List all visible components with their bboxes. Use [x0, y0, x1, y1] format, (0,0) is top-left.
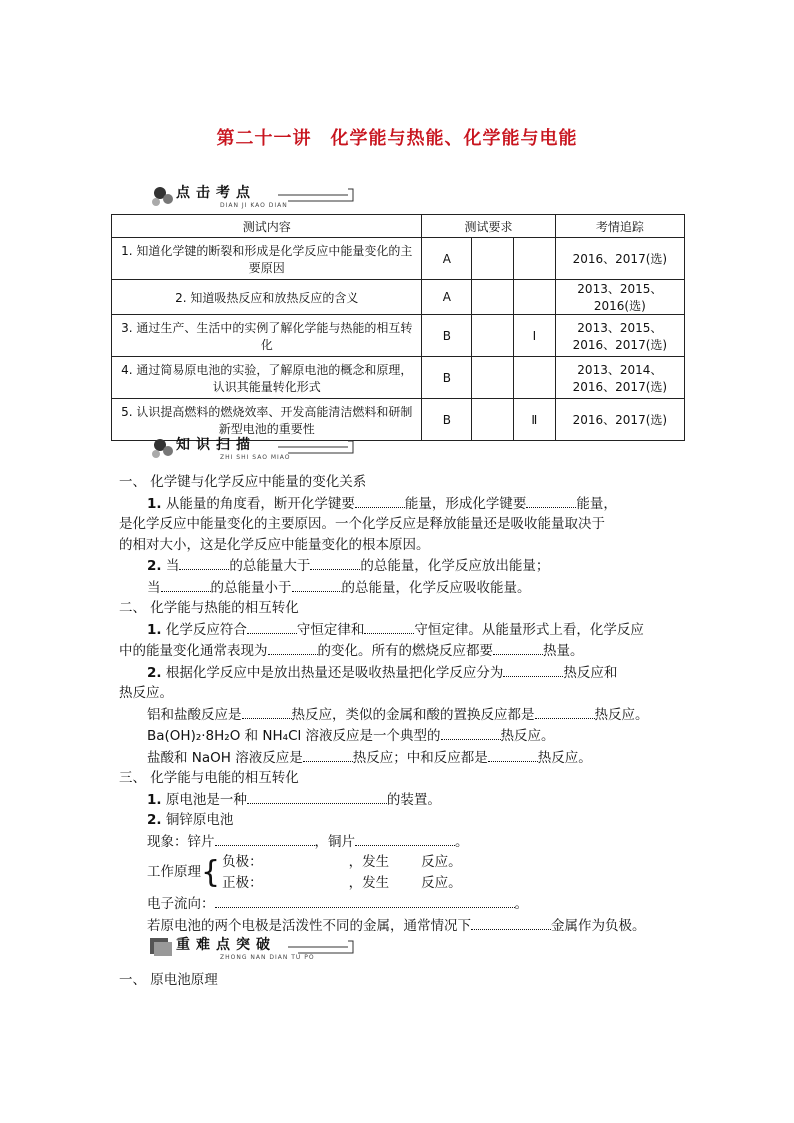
fill-blank[interactable]: [493, 640, 543, 655]
cell-level-c: [513, 280, 555, 315]
cell-level-c: Ⅰ: [513, 315, 555, 357]
item-1-cont2: 的相对大小，这是化学反应中能量变化的根本原因。: [119, 536, 430, 553]
cell-content: 2. 知道吸热反应和放热反应的含义: [112, 280, 422, 315]
item-9: 2. 铜锌原电池: [147, 812, 234, 828]
section-badge-zhishi: [148, 432, 358, 466]
item-4-cont: 热反应。: [119, 685, 173, 701]
cell-level-a: A: [422, 280, 472, 315]
section-heading-2: 二、 化学能与热能的相互转化: [119, 600, 299, 616]
item-3: 1. 化学反应符合 守恒定律和 守恒定律。从能量形式上看，化学反应: [119, 619, 685, 641]
cell-track: 2013、2015、2016(选): [555, 280, 684, 315]
fill-blank[interactable]: [247, 619, 297, 634]
cell-content: 5. 认识提高燃料的燃烧效率、开发高能清洁燃料和研制新型电池的重要性: [112, 399, 422, 441]
item-6: Ba(OH)₂·8H₂O 和 NH₄Cl 溶液反应是一个典型的 热反应。: [119, 725, 685, 747]
cell-level-b: [472, 357, 514, 399]
cell-track: 2016、2017(选): [555, 399, 684, 441]
table-row: [112, 357, 685, 399]
cell-level-a: B: [422, 357, 472, 399]
fill-blank[interactable]: [488, 747, 538, 762]
fill-blank[interactable]: [526, 493, 576, 508]
fill-blank[interactable]: [215, 831, 315, 846]
working-principle: 工作原理 { 负极： ，发生 反应。 正极： ，发生 反应。: [119, 852, 685, 893]
fill-blank[interactable]: [292, 577, 342, 592]
table-row: [112, 315, 685, 357]
item-4: 2. 根据化学反应中是放出热量还是吸收热量把化学反应分为 热反应和: [119, 662, 685, 684]
table-row: [112, 280, 685, 315]
negative-electrode: 负极： ，发生 反应。: [222, 854, 462, 870]
table-row: [112, 238, 685, 280]
cell-level-a: B: [422, 315, 472, 357]
page-title: 第二十一讲 化学能与热能、化学能与电能: [216, 128, 578, 149]
fill-blank[interactable]: [161, 577, 211, 592]
fill-blank[interactable]: [471, 915, 551, 930]
cell-level-b: [472, 399, 514, 441]
cell-level-b: [472, 280, 514, 315]
cell-content: 1. 知道化学键的断裂和形成是化学反应中能量变化的主要原因: [112, 238, 422, 280]
cell-level-c: [513, 238, 555, 280]
fill-blank[interactable]: [535, 704, 595, 719]
cell-content: 4. 通过简易原电池的实验，了解原电池的概念和原理，认识其能量转化形式: [112, 357, 422, 399]
item-8: 1. 原电池是一种 的装置。: [119, 789, 685, 811]
badge-pinyin: DIAN JI KAO DIAN: [220, 202, 288, 209]
header-content: 测试内容: [112, 215, 422, 238]
badge-title: 知识扫描: [176, 437, 256, 453]
requirements-table: [111, 214, 685, 441]
item-5: 铝和盐酸反应是 热反应，类似的金属和酸的置换反应都是 热反应。: [119, 704, 685, 726]
fill-blank[interactable]: [268, 640, 318, 655]
badge-title: 重难点突破: [176, 937, 276, 953]
brace-icon: {: [201, 854, 221, 890]
badge-pinyin: ZHI SHI SAO MIAO: [220, 454, 291, 461]
header-tracking: 考情追踪: [555, 215, 684, 238]
section-heading-4: 一、 原电池原理: [119, 972, 218, 988]
item-3-cont: 中的能量变化通常表现为 的变化。所有的燃烧反应都要 热量。: [119, 640, 685, 662]
fill-blank[interactable]: [503, 662, 563, 677]
cell-content: 3. 通过生产、生活中的实例了解化学能与热能的相互转化: [112, 315, 422, 357]
section-badge-zhongnandian: [148, 932, 358, 966]
item-2: 2. 当 的总能量大于 的总能量，化学反应放出能量；: [119, 555, 685, 577]
table-header-row: [112, 215, 685, 238]
cell-level-b: [472, 315, 514, 357]
fill-blank[interactable]: [364, 619, 414, 634]
fill-blank[interactable]: [303, 747, 353, 762]
item-13: 若原电池的两个电极是活泼性不同的金属，通常情况下 金属作为负极。: [119, 915, 685, 937]
knowledge-content: [119, 472, 685, 936]
cell-track: 2013、2015、2016、2017(选): [555, 315, 684, 357]
fill-blank[interactable]: [310, 555, 360, 570]
item-10: 现象：锌片 ，铜片 。: [119, 831, 685, 853]
cell-level-c: Ⅱ: [513, 399, 555, 441]
breakthrough-content: [119, 970, 685, 991]
cell-level-b: [472, 238, 514, 280]
fill-blank[interactable]: [355, 831, 455, 846]
item-1-cont: 是化学反应中能量变化的主要原因。一个化学反应是释放能量还是吸收能量取决于: [119, 516, 605, 532]
cell-level-a: A: [422, 238, 472, 280]
fill-blank[interactable]: [355, 493, 405, 508]
cell-track: 2016、2017(选): [555, 238, 684, 280]
item-12: 电子流向： 。: [119, 893, 685, 915]
fill-blank[interactable]: [215, 893, 515, 908]
badge-title: 点击考点: [176, 185, 256, 201]
item-7: 盐酸和 NaOH 溶液反应是 热反应；中和反应都是 热反应。: [119, 747, 685, 769]
fill-blank[interactable]: [242, 704, 292, 719]
cell-level-c: [513, 357, 555, 399]
section-badge-kaodian: [148, 180, 358, 214]
badge-pinyin: ZHONG NAN DIAN TU PO: [220, 954, 315, 961]
header-requirement: 测试要求: [422, 215, 555, 238]
item-1: 1. 从能量的角度看，断开化学键要 能量，形成化学键要 能量，: [119, 493, 685, 515]
fill-blank[interactable]: [179, 555, 229, 570]
fill-blank[interactable]: [441, 725, 501, 740]
fill-blank[interactable]: [247, 789, 387, 804]
cell-track: 2013、2014、2016、2017(选): [555, 357, 684, 399]
positive-electrode: 正极： ，发生 反应。: [222, 874, 462, 891]
item-2-cont: 当 的总能量小于 的总能量，化学反应吸收能量。: [119, 577, 685, 599]
section-heading-1: 一、 化学键与化学反应中能量的变化关系: [119, 474, 367, 490]
section-heading-3: 三、 化学能与电能的相互转化: [119, 770, 299, 786]
cell-level-a: B: [422, 399, 472, 441]
